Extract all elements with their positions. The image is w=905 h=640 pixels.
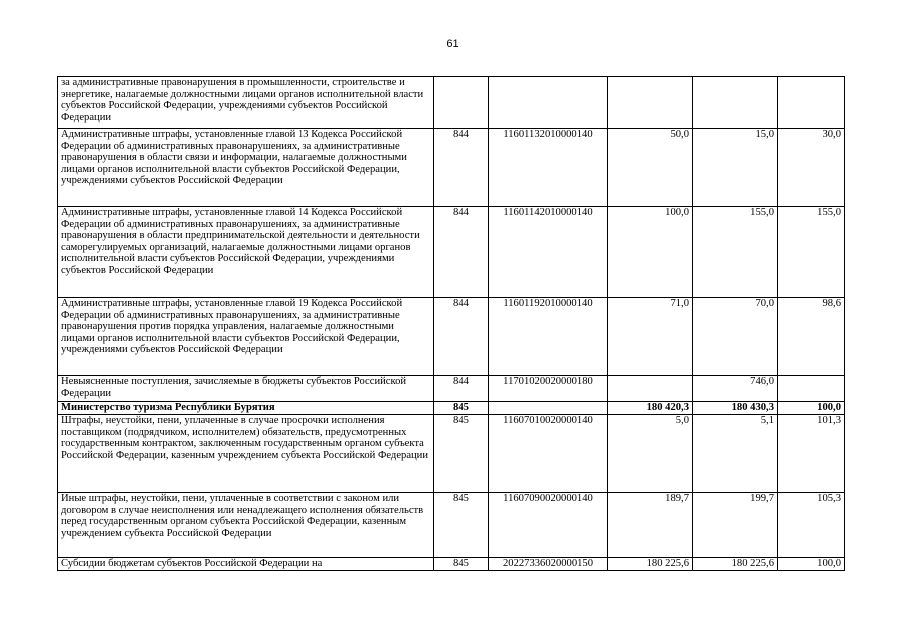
- table-row: [58, 298, 845, 376]
- table-row: [58, 493, 845, 558]
- cell-v3: 100,0: [778, 402, 845, 415]
- cell-code: 845: [434, 415, 489, 493]
- cell-v2: 746,0: [693, 376, 778, 402]
- cell-desc: Иные штрафы, неустойки, пени, уплаченные в соответствии с законом или договором в случае неисполнения или ненадлежащего исполнения обязательств перед государственным органом субъекта Российской Федерации, казенным учреждением субъекта Российской Федерации: [58, 493, 434, 558]
- cell-v2: 180 225,6: [693, 558, 778, 571]
- cell-v3: 30,0: [778, 129, 845, 207]
- cell-v1: 189,7: [608, 493, 693, 558]
- cell-v1: [608, 376, 693, 402]
- cell-v3: 101,3: [778, 415, 845, 493]
- cell-desc: Штрафы, неустойки, пени, уплаченные в случае просрочки исполнения поставщиком (подрядчиком, исполнителем) обязательств, предусмотренных государственным контрактом, заключенным государственным органом субъекта Российской Федерации, казенным учреждением субъекта Российской Федерации: [58, 415, 434, 493]
- cell-code: 844: [434, 376, 489, 402]
- cell-code: 845: [434, 493, 489, 558]
- cell-kbk: [489, 77, 608, 129]
- cell-v3: 98,6: [778, 298, 845, 376]
- cell-v1: 50,0: [608, 129, 693, 207]
- cell-v3: 155,0: [778, 207, 845, 298]
- cell-v1: 100,0: [608, 207, 693, 298]
- cell-desc: Министерство туризма Республики Бурятия: [58, 402, 434, 415]
- cell-desc: Административные штрафы, установленные главой 14 Кодекса Российской Федерации об административных правонарушениях, за административные правонарушения в области предпринимательской деятельности и деятельности саморегулируемых организаций, налагаемые должностными лицами органов исполнительной власти субъектов Российской Федерации, учреждениями субъектов Российской Федерации: [58, 207, 434, 298]
- cell-v2: 199,7: [693, 493, 778, 558]
- page-number: 61: [446, 38, 459, 50]
- cell-desc: за административные правонарушения в промышленности, строительстве и энергетике, налагаемые должностными лицами органов исполнительной власти субъектов Российской Федерации, учреждениями субъектов Российской Федерации: [58, 77, 434, 129]
- table-row: [58, 77, 845, 129]
- table-body: [58, 77, 845, 571]
- table-row: [58, 129, 845, 207]
- cell-code: 845: [434, 558, 489, 571]
- cell-desc: Невыясненные поступления, зачисляемые в бюджеты субъектов Российской Федерации: [58, 376, 434, 402]
- cell-kbk: 11607010020000140: [489, 415, 608, 493]
- table-row: [58, 558, 845, 571]
- cell-v3: 100,0: [778, 558, 845, 571]
- table-row: [58, 376, 845, 402]
- cell-v3: [778, 77, 845, 129]
- cell-v1: 71,0: [608, 298, 693, 376]
- cell-v1: 180 420,3: [608, 402, 693, 415]
- cell-desc: Субсидии бюджетам субъектов Российской Федерации на: [58, 558, 434, 571]
- cell-v1: 180 225,6: [608, 558, 693, 571]
- cell-code: [434, 77, 489, 129]
- cell-code: 844: [434, 207, 489, 298]
- cell-kbk: 11601132010000140: [489, 129, 608, 207]
- cell-desc: Административные штрафы, установленные главой 13 Кодекса Российской Федерации об административных правонарушениях, за административные правонарушения в области связи и информации, налагаемые должностными лицами органов исполнительной власти субъектов Российской Федерации, учреждениями субъектов Российской Федерации: [58, 129, 434, 207]
- table-row: [58, 207, 845, 298]
- cell-code: 845: [434, 402, 489, 415]
- cell-v2: 5,1: [693, 415, 778, 493]
- cell-kbk: 11601142010000140: [489, 207, 608, 298]
- cell-kbk: 11607090020000140: [489, 493, 608, 558]
- cell-kbk: 20227336020000150: [489, 558, 608, 571]
- cell-kbk: 11601192010000140: [489, 298, 608, 376]
- table-row: [58, 402, 845, 415]
- cell-v2: [693, 77, 778, 129]
- cell-code: 844: [434, 129, 489, 207]
- cell-kbk: 11701020020000180: [489, 376, 608, 402]
- cell-v2: 180 430,3: [693, 402, 778, 415]
- cell-v1: [608, 77, 693, 129]
- table-row: [58, 415, 845, 493]
- cell-v2: 70,0: [693, 298, 778, 376]
- revenue-table: [57, 76, 845, 571]
- cell-v2: 155,0: [693, 207, 778, 298]
- cell-kbk: [489, 402, 608, 415]
- cell-v2: 15,0: [693, 129, 778, 207]
- cell-v3: 105,3: [778, 493, 845, 558]
- cell-desc: Административные штрафы, установленные главой 19 Кодекса Российской Федерации об административных правонарушениях, за административные правонарушения против порядка управления, налагаемые должностными лицами органов исполнительной власти субъектов Российской Федерации, учреждениями субъектов Российской Федерации: [58, 298, 434, 376]
- cell-v1: 5,0: [608, 415, 693, 493]
- cell-code: 844: [434, 298, 489, 376]
- cell-v3: [778, 376, 845, 402]
